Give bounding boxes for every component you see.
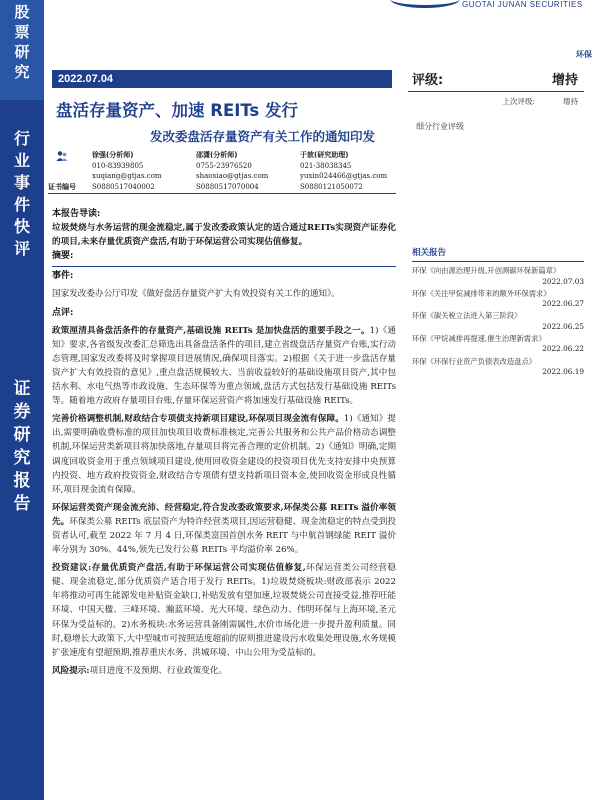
prev-rating-label: 上次评级:: [502, 97, 535, 106]
paragraph: 环保运营类资产现金流充沛、经营稳定,符合发改委政策要求,环保类公募 REITs 溢价率领先。环保类公募 REITs 底层资产为特许经营类项目,因运营稳健、现金流稳定的特点受到投资者认可,截至 2022 年 7 月 4 日,环保类富国首创水务 REIT 与中航首钢绿能 REIT 溢价率分别为 30%、44%,领先已发行公募 REITs 平均溢价率 26%。: [52, 502, 396, 556]
event-heading: 事件:: [52, 271, 74, 282]
divider: [52, 266, 396, 267]
analyst-email[interactable]: xuqiang@gtjas.com: [92, 172, 162, 180]
rating-box: [408, 69, 584, 107]
related-report-item[interactable]: 环保《甲烷减排再提速,催生治理新需求》 2022.06.22: [412, 334, 584, 354]
report-date: 2022.07.04: [52, 70, 392, 88]
divider: [48, 193, 396, 194]
report-title: 盘活存量资产、加速 REITs 发行: [56, 101, 298, 120]
sidebar-label-securities-report: 证 券 研 究 报 告: [13, 379, 31, 514]
risk-paragraph: 风险提示:项目进度不及预期、行业政策变化。: [52, 665, 228, 676]
sector-tag: 环保: [576, 50, 592, 59]
rating-value: 增持: [551, 73, 578, 88]
sub-industry-rating-link[interactable]: 细分行业评级: [416, 122, 464, 131]
analyst-table: [48, 150, 396, 194]
rating-label: 评级:: [412, 73, 444, 88]
sidebar-label-industry-event: 行 业 事 件 快 评: [13, 129, 30, 258]
analyst-row: 010-83939805 0755-23976520 021-38038345: [92, 161, 352, 170]
paragraph: 政策厘清具备盘活条件的存量资产,基础设施 REITs 是加快盘活的重要手段之一。1)《通知》要求,各省级发改委汇总筛选出具备盘活条件的项目,建立省级盘活存量资产台账,实行动态管理,国家发改委将及时掌握项目进展情况,确保项目落实。2)根据《关于进一步盘活存量资产扩大有效投资的意见》,重点盘活规模较大、当前收益较好的基础设施项目资产,其中包括水利、水电气热等市政设施、生态环保等为重点领域,盘活方式包括发行基础设施 REITs 等。随着地方政府存量项目台账,存量环保运营资产将加速发行基础设施 REITs。: [52, 325, 396, 407]
logo-arc: [390, 0, 460, 8]
abstract-heading: 摘要:: [52, 251, 74, 262]
report-body: [52, 207, 396, 678]
analyst-email[interactable]: yuxin024466@gtjas.com: [300, 172, 388, 180]
report-subtitle: 发改委盘活存量资产有关工作的通知印发: [150, 129, 376, 144]
related-reports: [412, 248, 584, 379]
sidebar-label-stock-research: 股 票 研 究: [14, 3, 30, 81]
related-report-item[interactable]: 环保《环保行业资产负债表改造盘点》 2022.06.19: [412, 356, 584, 376]
related-report-item[interactable]: 环保《关注甲烷减排带来的额外环保需求》 2022.06.27: [412, 288, 584, 309]
related-report-item[interactable]: 环保《碳关税立法进入第三阶段》 2022.06.25: [412, 311, 584, 331]
related-report-item[interactable]: 环保《向由源治理升级,开创测碳环保新篇章》 2022.07.03: [412, 266, 584, 286]
logo-text: GUOTAI JUNAN SECURITIES: [462, 0, 583, 9]
guide-text: 垃圾焚烧与水务运营的现金流稳定,属于发改委政策认定的适合通过REITs实现资产证券化的项目,未来存量优质资产盘活,有助于环保运营公司实现估值修复。: [52, 223, 396, 248]
analyst-row: [48, 171, 396, 182]
analyst-row: 证书编号 S0880517040002 S0880517070004 S0880121050072: [48, 181, 363, 191]
paragraph: 投资建议:存量优质资产盘活,有助于环保运营公司实现估值修复,环保运营类公司经营稳健、现金流稳定,部分优质资产适合用于发行 REITs。1)垃圾焚烧板块:财政部表示 2022 年将推动可再生能源发电补贴资金缺口,补贴发放有望加速,垃圾焚烧公司直接受益,推荐旺能环境、中国天楹、三峰环境、瀚蓝环境、光大环境、绿色动力、伟明环保与上海环境,圣元环保为受益标的。2)水务板块:水务运营具备刚需属性,水价市场化进一步提升盈利质量。同时,稳增长大政策下,大中型城市可按照适度超前的原则推进建设污水收集处理设施,水务规模扩张速度有望超预期,推荐重庆水务、洪城环境、中山公用为受益标的。: [52, 563, 396, 658]
prev-rating-value: 增持: [563, 97, 578, 106]
related-heading: 相关报告: [412, 248, 584, 262]
comment-heading: 点评:: [52, 307, 74, 318]
sidebar: [0, 0, 44, 800]
paragraph: 完善价格调整机制,财政结合专项债支持新项目建设,环保项目现金流有保障。1)《通知》提出,需要明确收费标准的项目加快项目收费标准核定,完善公共服务和公共产品价格动态调整机制,环保运营类新项目将加快落地,存量项目将完善合理的定价机制。2)《通知》明确,定期调度回收资金用于重点领域项目建设,使用回收资金建设的投资项目优先支持安排中央预算内投资、地方政府投资资金,财政结合专项债有望支持新项目资本金,使回收资金形成良性循环,项目现金流有保障。: [52, 414, 396, 495]
analyst-email[interactable]: shaoxiao@gtjas.com: [196, 172, 269, 180]
guide-heading: 本报告导读:: [52, 209, 101, 219]
analyst-row: 徐强(分析师) 邵潇(分析师) 于歆(研究助理): [92, 151, 349, 159]
event-text: 国家发改委办公厅印发《做好盘活存量资产扩大有效投资有关工作的通知》。: [52, 289, 340, 300]
